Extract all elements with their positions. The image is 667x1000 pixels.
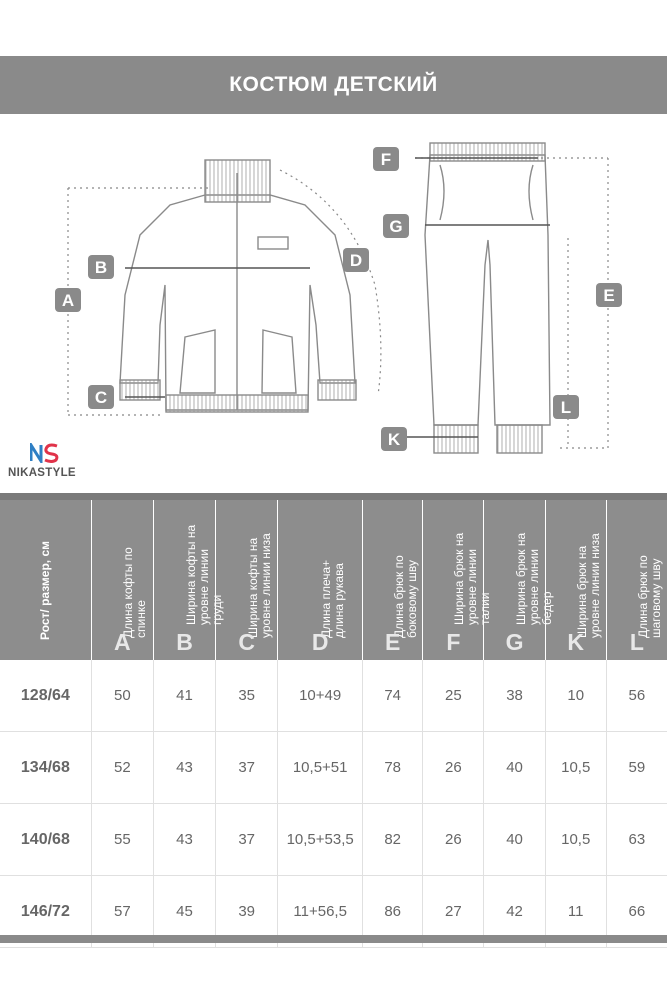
value-cell: 63 bbox=[628, 831, 646, 848]
header-col bbox=[423, 500, 493, 660]
header-letter: B bbox=[176, 629, 193, 655]
header-desc: Длина брюк по шаговому шву bbox=[635, 555, 663, 638]
value-cell: 10,5 bbox=[546, 732, 607, 803]
value-cell: 38 bbox=[484, 660, 545, 731]
header-desc: Ширина кофты на уровне линии низа bbox=[245, 533, 273, 638]
value-cell: 26 bbox=[423, 804, 484, 875]
header-letter: C bbox=[238, 629, 255, 655]
size-cell: 146/72 bbox=[0, 876, 92, 947]
value-cell: 11+56,5 bbox=[278, 876, 363, 947]
table-row bbox=[0, 732, 667, 804]
label-K bbox=[381, 427, 407, 451]
page-title: КОСТЮМ ДЕТСКИЙ bbox=[229, 73, 438, 96]
value-cell: 10 bbox=[546, 660, 607, 731]
header-desc: Ширина брюк на уровне линии бедер bbox=[513, 532, 554, 625]
header-desc: Ширина брюк на уровне линии низа bbox=[574, 533, 602, 638]
size-cell: 128/64 bbox=[0, 660, 92, 731]
header-col bbox=[607, 500, 667, 660]
label-A bbox=[55, 288, 81, 312]
label-D bbox=[343, 248, 369, 272]
value-cell: 10,5 bbox=[546, 804, 607, 875]
header-col bbox=[154, 500, 224, 660]
value-cell: 56 bbox=[628, 687, 646, 704]
garment-diagram bbox=[0, 125, 667, 470]
label-E bbox=[596, 283, 622, 307]
header-letter: A bbox=[114, 629, 131, 655]
value-cell: 45 bbox=[154, 876, 216, 947]
label-F bbox=[373, 147, 399, 171]
svg-text:L: L bbox=[560, 398, 572, 417]
size-cell: 140/68 bbox=[0, 804, 92, 875]
svg-text:B: B bbox=[94, 258, 108, 277]
header-col bbox=[92, 500, 154, 660]
value-cell: 41 bbox=[154, 660, 216, 731]
header-desc: Длина кофты по спинке bbox=[121, 547, 149, 638]
header-col bbox=[484, 500, 554, 660]
size-cell: 134/68 bbox=[0, 732, 92, 803]
header-desc: Ширина кофты на уровне линии груди bbox=[183, 524, 224, 625]
value-cell: 10,5+53,5 bbox=[278, 804, 363, 875]
label-G bbox=[383, 214, 409, 238]
value-cell: 35 bbox=[216, 660, 278, 731]
svg-text:G: G bbox=[389, 217, 403, 236]
header-letter: L bbox=[629, 629, 644, 655]
value-cell: 10+49 bbox=[278, 660, 363, 731]
value-cell: 40 bbox=[484, 732, 545, 803]
value-cell: 37 bbox=[216, 732, 278, 803]
brand-logo bbox=[8, 443, 88, 489]
title-bar bbox=[0, 56, 667, 114]
value-cell: 66 bbox=[628, 903, 646, 920]
logo-mark-icon bbox=[30, 443, 60, 463]
svg-text:D: D bbox=[349, 251, 363, 270]
value-cell: 57 bbox=[92, 876, 154, 947]
value-cell: 11 bbox=[546, 876, 607, 947]
header-desc: Длина брюк по боковому шву bbox=[391, 555, 419, 638]
svg-text:A: A bbox=[61, 291, 75, 310]
value-cell: 26 bbox=[423, 732, 484, 803]
header-size-label: Рост/ размер, см bbox=[38, 540, 53, 640]
header-letter: K bbox=[567, 629, 585, 655]
value-cell: 25 bbox=[423, 660, 484, 731]
svg-text:K: K bbox=[387, 430, 401, 449]
header-size bbox=[0, 500, 92, 660]
value-cell: 82 bbox=[363, 804, 423, 875]
label-L bbox=[553, 395, 579, 419]
header-letter: F bbox=[446, 629, 461, 655]
table-row bbox=[0, 660, 667, 732]
pants-drawing bbox=[425, 143, 550, 453]
label-C bbox=[88, 385, 114, 409]
header-desc: Ширина брюк на уровне линии талии bbox=[452, 532, 493, 625]
value-cell: 10,5+51 bbox=[278, 732, 363, 803]
value-cell: 52 bbox=[92, 732, 154, 803]
value-cell: 74 bbox=[363, 660, 423, 731]
label-B bbox=[88, 255, 114, 279]
svg-text:C: C bbox=[94, 388, 108, 407]
value-cell: 86 bbox=[363, 876, 423, 947]
value-cell: 42 bbox=[484, 876, 545, 947]
size-table bbox=[0, 493, 667, 948]
svg-text:E: E bbox=[603, 286, 615, 305]
header-col bbox=[216, 500, 278, 660]
header-desc: Длина плеча+ длина рукава bbox=[319, 559, 347, 638]
header-letter: D bbox=[311, 629, 329, 655]
bottom-bar bbox=[0, 935, 667, 943]
header-letter: E bbox=[385, 629, 401, 655]
value-cell: 43 bbox=[154, 804, 216, 875]
value-cell: 40 bbox=[484, 804, 545, 875]
value-cell: 50 bbox=[92, 660, 154, 731]
brand-name: NIKASTYLE bbox=[8, 467, 76, 479]
table-header bbox=[0, 493, 667, 660]
header-col bbox=[363, 500, 423, 660]
value-cell: 37 bbox=[216, 804, 278, 875]
header-letter: G bbox=[505, 629, 524, 655]
value-cell: 27 bbox=[423, 876, 484, 947]
value-cell: 59 bbox=[628, 759, 646, 776]
header-col bbox=[278, 500, 363, 660]
value-cell: 55 bbox=[92, 804, 154, 875]
table-row bbox=[0, 804, 667, 876]
value-cell: 78 bbox=[363, 732, 423, 803]
header-col bbox=[546, 500, 607, 660]
svg-text:F: F bbox=[380, 150, 392, 169]
value-cell: 39 bbox=[216, 876, 278, 947]
value-cell: 43 bbox=[154, 732, 216, 803]
